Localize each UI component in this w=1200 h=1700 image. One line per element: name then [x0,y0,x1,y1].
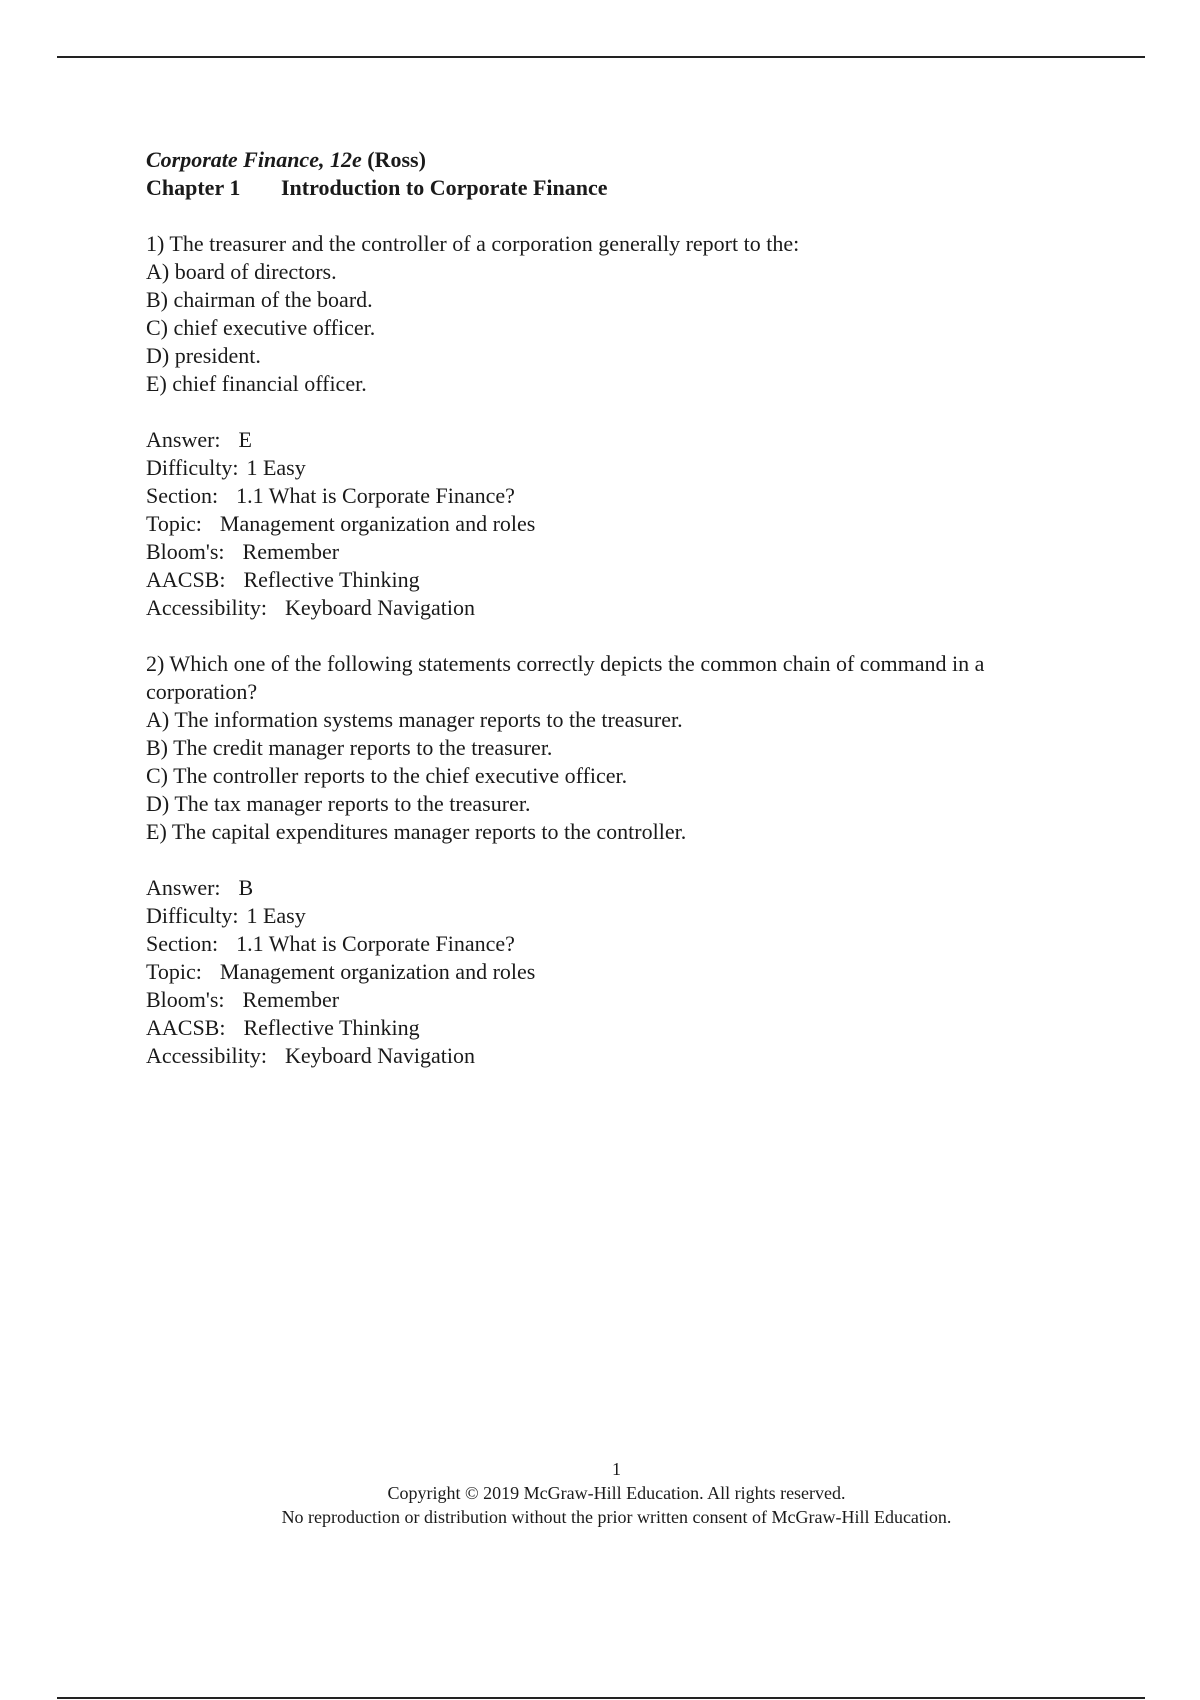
top-divider [57,56,1145,58]
meta-key: Accessibility: [146,595,267,620]
chapter-title: Introduction to Corporate Finance [281,175,608,200]
answer-option: E) chief financial officer. [146,371,367,396]
meta-value: 1 Easy [246,455,306,480]
section-row [146,482,1086,510]
meta-value: B [238,875,254,900]
aacsb-row [146,566,1086,594]
topic-row [146,510,1086,538]
meta-value: 1.1 What is Corporate Finance? [236,483,515,508]
question-1 [146,230,1086,622]
meta-key: Accessibility: [146,1043,267,1068]
meta-key: Section: [146,931,219,956]
meta-key: Section: [146,483,219,508]
meta-key: Answer: [146,875,221,900]
meta-value: Remember [242,539,340,564]
blooms-row [146,538,1086,566]
question-metadata [146,426,1086,622]
meta-value: 1 Easy [246,903,306,928]
answer-option: D) The tax manager reports to the treasurer. [146,791,531,816]
page-number: 1 [612,1459,621,1479]
page-footer [0,1457,1200,1529]
reproduction-notice: No reproduction or distribution without the prior written consent of McGraw-Hill Education. [281,1507,952,1527]
meta-value: E [238,427,252,452]
topic-row [146,958,1086,986]
book-title: Corporate Finance, 12e [146,147,362,172]
meta-key: AACSB: [146,1015,226,1040]
answer-row [146,874,1086,902]
meta-key: Answer: [146,427,221,452]
section-row [146,930,1086,958]
answer-option: A) The information systems manager reports to the treasurer. [146,707,683,732]
accessibility-row [146,1042,1086,1070]
meta-value: Keyboard Navigation [284,595,475,620]
meta-value: Keyboard Navigation [284,1043,475,1068]
meta-value: Reflective Thinking [243,567,420,592]
meta-key: Topic: [146,511,202,536]
meta-key: Difficulty: [146,455,239,480]
book-title-line [146,146,1086,174]
blooms-row [146,986,1086,1014]
answer-option: E) The capital expenditures manager reports to the controller. [146,819,687,844]
question-metadata [146,874,1086,1070]
bottom-divider [57,1697,1145,1699]
meta-key: AACSB: [146,567,226,592]
question-stem: 2) Which one of the following statements correctly depicts the common chain of command in a corporation? [146,651,985,704]
difficulty-row [146,902,1086,930]
answer-option: C) chief executive officer. [146,315,376,340]
meta-value: Reflective Thinking [243,1015,420,1040]
difficulty-row [146,454,1086,482]
meta-key: Bloom's: [146,987,225,1012]
meta-value: 1.1 What is Corporate Finance? [236,931,515,956]
meta-key: Topic: [146,959,202,984]
aacsb-row [146,1014,1086,1042]
book-author: (Ross) [367,147,426,172]
document-body [146,146,1086,1070]
answer-row [146,426,1086,454]
meta-value: Remember [242,987,340,1012]
accessibility-row [146,594,1086,622]
chapter-label: Chapter 1 [146,175,241,200]
meta-key: Difficulty: [146,903,239,928]
question-2 [146,650,1086,1070]
answer-option: B) The credit manager reports to the treasurer. [146,735,553,760]
answer-option: D) president. [146,343,261,368]
meta-value: Management organization and roles [219,959,536,984]
meta-key: Bloom's: [146,539,225,564]
chapter-heading [146,174,1086,202]
answer-option: B) chairman of the board. [146,287,373,312]
question-stem: 1) The treasurer and the controller of a corporation generally report to the: [146,231,800,256]
meta-value: Management organization and roles [219,511,536,536]
copyright-notice: Copyright © 2019 McGraw-Hill Education. All rights reserved. [387,1483,846,1503]
answer-option: C) The controller reports to the chief executive officer. [146,763,628,788]
answer-option: A) board of directors. [146,259,337,284]
